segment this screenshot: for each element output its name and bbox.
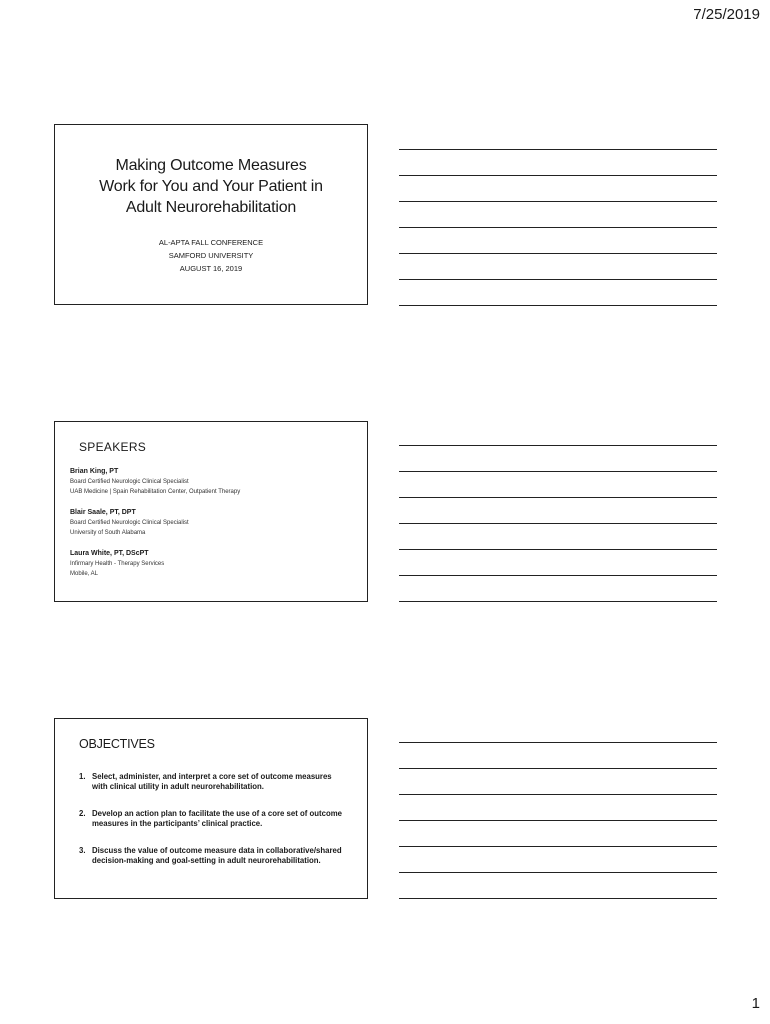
objective-text: Select, administer, and interpret a core set of outcome measures with clinical utility in adult neurorehabilitation. — [92, 772, 332, 791]
objective-number: 1. — [79, 772, 86, 781]
note-line — [399, 549, 717, 550]
objective-item — [79, 772, 349, 791]
slide-title-heading — [55, 155, 367, 218]
page-date: 7/25/2019 — [693, 6, 760, 23]
objectives-list — [79, 772, 349, 883]
speaker-detail: University of South Alabama — [70, 530, 146, 536]
speaker-entry — [70, 507, 189, 538]
speaker-detail: Infirmary Health - Therapy Services — [70, 561, 165, 567]
speaker-detail: UAB Medicine | Spain Rehabilitation Center, Outpatient Therapy — [70, 489, 241, 495]
speaker-detail: Mobile, AL — [70, 571, 99, 577]
note-line — [399, 253, 717, 254]
slide-objectives — [54, 718, 368, 899]
note-line — [399, 768, 717, 769]
speakers-heading: SPEAKERS — [79, 440, 147, 454]
note-line — [399, 175, 717, 176]
speaker-name: Blair Saale, PT, DPT — [70, 509, 136, 516]
objective-number: 2. — [79, 809, 86, 818]
note-line — [399, 742, 717, 743]
note-line — [399, 305, 717, 306]
speaker-name: Brian King, PT — [70, 468, 119, 475]
note-line — [399, 575, 717, 576]
slide-title-subtitle — [55, 236, 367, 275]
subtitle-line: AL-APTA FALL CONFERENCE — [158, 238, 264, 247]
objectives-heading: OBJECTIVES — [79, 737, 155, 751]
note-line — [399, 445, 717, 446]
note-line — [399, 794, 717, 795]
objective-text: Discuss the value of outcome measure data in collaborative/shared decision-making and goal-setting in adult neurorehabilitation. — [92, 846, 342, 865]
note-line — [399, 497, 717, 498]
note-line — [399, 227, 717, 228]
objective-item — [79, 809, 349, 828]
speaker-detail: Board Certified Neurologic Clinical Specialist — [70, 479, 189, 485]
subtitle-line: SAMFORD UNIVERSITY — [168, 251, 254, 260]
speaker-detail: Board Certified Neurologic Clinical Specialist — [70, 520, 189, 526]
note-line — [399, 872, 717, 873]
note-line — [399, 471, 717, 472]
note-line — [399, 820, 717, 821]
note-line — [399, 601, 717, 602]
note-line — [399, 523, 717, 524]
page-number: 1 — [751, 995, 760, 1012]
objective-number: 3. — [79, 846, 86, 855]
title-line: Adult Neurorehabilitation — [125, 199, 297, 216]
slide-speakers — [54, 421, 368, 602]
note-line — [399, 201, 717, 202]
objective-item — [79, 846, 349, 865]
title-line: Making Outcome Measures — [115, 157, 307, 174]
speaker-entry — [70, 466, 240, 497]
speaker-entry — [70, 548, 164, 579]
note-line — [399, 898, 717, 899]
objective-text: Develop an action plan to facilitate the use of a core set of outcome measures in the participants’ clinical practice. — [92, 809, 342, 828]
slide-title — [54, 124, 368, 305]
note-line — [399, 846, 717, 847]
title-line: Work for You and Your Patient in — [99, 178, 323, 195]
note-line — [399, 149, 717, 150]
note-line — [399, 279, 717, 280]
speaker-name: Laura White, PT, DScPT — [70, 550, 149, 557]
subtitle-line: AUGUST 16, 2019 — [179, 264, 243, 273]
